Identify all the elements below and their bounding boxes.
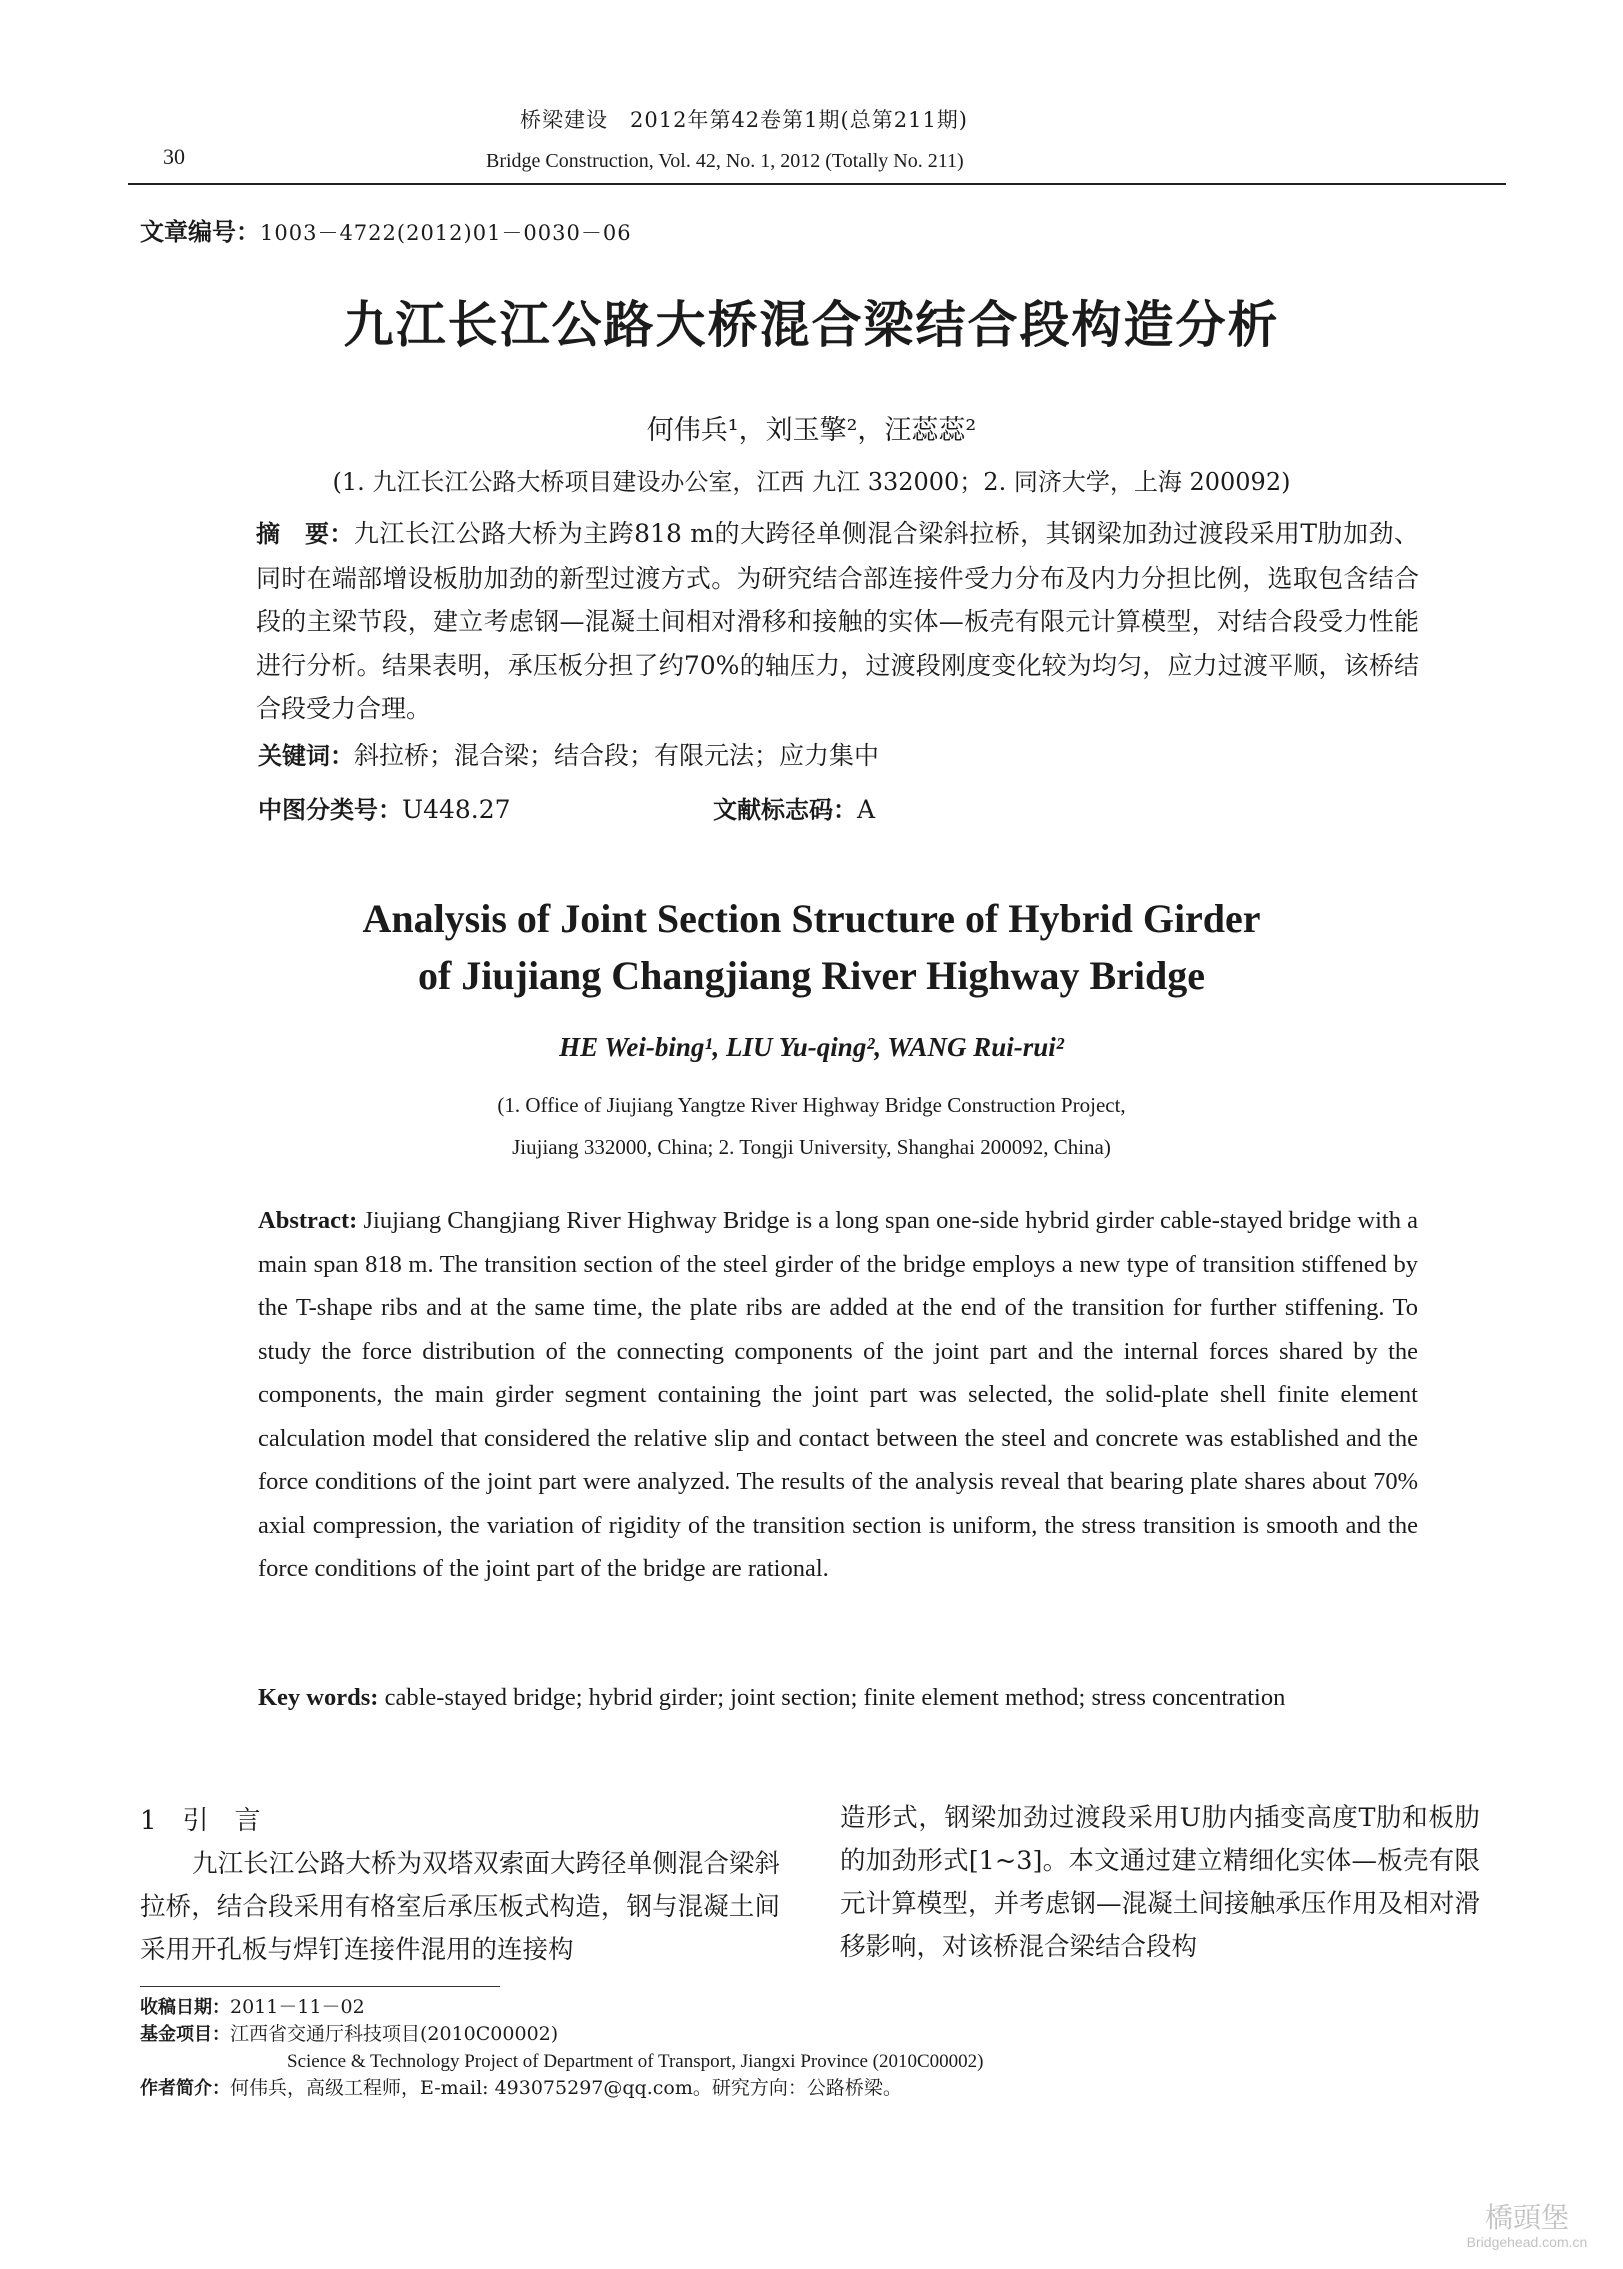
- watermark-url: Bridgehead.com.cn: [1466, 2234, 1588, 2250]
- fund-cn: 江西省交通厅科技项目(2010C00002): [230, 2023, 559, 2045]
- footnote-rule: [140, 1986, 500, 1987]
- title-en-line2: of Jiujiang Changjiang River Highway Bridge: [417, 953, 1206, 998]
- header-rule: [128, 183, 1506, 185]
- title-cn: 九江长江公路大桥混合梁结合段构造分析: [343, 296, 1280, 354]
- title-en-line1: Analysis of Joint Section Structure of Hybrid Girder: [362, 896, 1261, 941]
- affiliation-cn: (1. 九江长江公路大桥项目建设办公室，江西 九江 332000；2. 同济大学，上海 200092): [332, 468, 1291, 496]
- affiliation-en-line2: Jiujiang 332000, China; 2. Tongji University, Shanghai 200092, China): [512, 1135, 1111, 1159]
- fund-en: Science & Technology Project of Department of Transport, Jiangxi Province (2010C00002): [287, 2051, 984, 2072]
- keywords-cn-label: 关键词：: [258, 742, 354, 770]
- journal-header-en: Bridge Construction, Vol. 42, No. 1, 2012 (Totally No. 211): [486, 150, 964, 172]
- abstract-en-text: Jiujiang Changjiang River Highway Bridge is a long span one-side hybrid girder cable-stayed bridge with a main span 818 m. The transition section of the steel girder of the bridge employs a new type of transition stiffened by the T-shape ribs and at the same time, the plate ribs are added at the end of the transition for further stiffening. To study the force distribution of the connecting components of the joint part and the internal forces shared by the components, the main girder segment containing the joint part was selected, the solid-plate shell finite element calculation model that considered the relative slip and contact between the steel and concrete was established and the force conditions of the joint part were analyzed. The results of the analysis reveal that bearing plate shares about 70% axial compression, the variation of rigidity of the transition section is uniform, the stress transition is smooth and the force conditions of the joint part of the bridge are rational.: [258, 1207, 1418, 1582]
- author-bio-label: 作者简介：: [140, 2078, 230, 2099]
- keywords-cn-text: 斜拉桥；混合梁；结合段；有限元法；应力集中: [354, 741, 880, 770]
- keywords-cn: [258, 736, 1418, 772]
- abstract-en: [258, 1199, 1418, 1591]
- fund-label: 基金项目：: [140, 2024, 230, 2045]
- watermark-cn: 橋頭堡: [1484, 2201, 1569, 2234]
- footnote-fund: [140, 2021, 1340, 2048]
- page-number: 30: [163, 144, 185, 169]
- received-label: 收稿日期：: [140, 1997, 230, 2018]
- title-en: [0, 890, 1623, 1004]
- journal-header-cn: 桥梁建设 2012年第42卷第1期(总第211期): [520, 108, 968, 132]
- watermark-logo: [1452, 2202, 1602, 2250]
- footnote-author: [140, 2075, 1340, 2102]
- abstract-cn-label: 摘 要：: [256, 520, 354, 548]
- keywords-en-text: cable-stayed bridge; hybrid girder; joint section; finite element method; stress concentration: [378, 1684, 1286, 1711]
- abstract-en-label: Abstract:: [258, 1207, 358, 1234]
- doc-code-label: 文献标志码：: [713, 796, 857, 824]
- clc-label: 中图分类号：: [258, 796, 402, 824]
- intro-left-text: 九江长江公路大桥为双塔双索面大跨径单侧混合梁斜拉桥，结合段采用有格室后承压板式构造，钢与混凝土间采用开孔板与焊钉连接件混用的连接构: [140, 1849, 780, 1965]
- authors-cn: 何伟兵¹，刘玉擎²，汪蕊蕊²: [646, 415, 977, 446]
- section-heading-introduction: 1 引 言: [140, 1806, 261, 1836]
- document-code: [713, 790, 875, 825]
- keywords-en-label: Key words:: [258, 1684, 379, 1711]
- article-number-label: 文章编号：: [140, 218, 260, 246]
- abstract-cn-text: 九江长江公路大桥为主跨818 m的大跨径单侧混合梁斜拉桥，其钢梁加劲过渡段采用T肋加劲、同时在端部增设板肋加劲的新型过渡方式。为研究结合部连接件受力分布及内力分担比例，选取包含结合段的主梁节段，建立考虑钢—混凝土间相对滑移和接触的实体—板壳有限元计算模型，对结合段受力性能进行分析。结果表明，承压板分担了约70%的轴压力，过渡段刚度变化较为均匀，应力过渡平顺，该桥结合段受力合理。: [256, 519, 1419, 723]
- intro-left-column: [140, 1843, 780, 1972]
- footnote-fund-en: [287, 2048, 1487, 2075]
- doc-code-value: A: [857, 795, 876, 824]
- received-date: 2011－11－02: [230, 1996, 365, 2018]
- classification-row: [258, 790, 1418, 825]
- footnote-received: [140, 1994, 1340, 2021]
- authors-en: HE Wei-bing¹, LIU Yu-qing², WANG Rui-rui²: [559, 1032, 1064, 1062]
- intro-right-text: 造形式，钢梁加劲过渡段采用U肋内插变高度T肋和板肋的加劲形式[1~3]。本文通过建立精细化实体—板壳有限元计算模型，并考虑钢—混凝土间接触承压作用及相对滑移影响，对该桥混合梁结合段构: [840, 1803, 1480, 1962]
- article-number-value: 1003－4722(2012)01－0030－06: [260, 221, 632, 245]
- abstract-cn: [256, 512, 1419, 731]
- article-number: [140, 212, 632, 247]
- affiliation-en-line1: (1. Office of Jiujiang Yangtze River Highway Bridge Construction Project,: [497, 1093, 1126, 1117]
- keywords-en: [258, 1676, 1418, 1720]
- affiliation-en: [0, 1084, 1623, 1168]
- author-bio: 何伟兵，高级工程师，E-mail: 493075297@qq.com。研究方向：公路桥梁。: [230, 2077, 902, 2099]
- clc-value: U448.27: [402, 795, 511, 824]
- intro-right-column: [840, 1797, 1480, 1969]
